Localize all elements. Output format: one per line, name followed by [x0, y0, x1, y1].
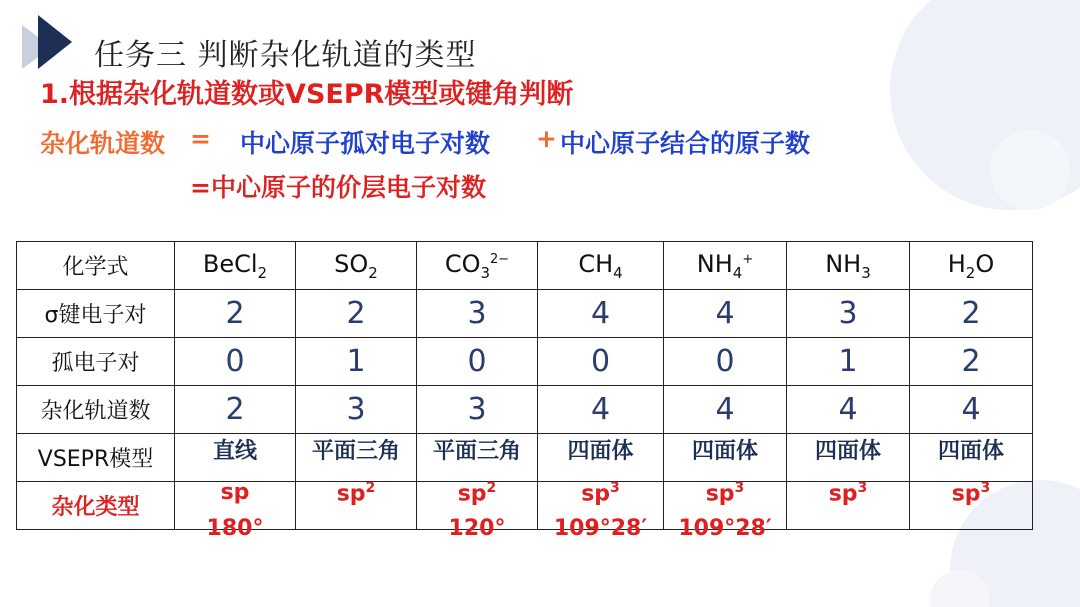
- chemical-formula: [696, 249, 754, 282]
- row-header: VSEPR模型: [17, 434, 175, 482]
- table-cell: [787, 290, 910, 338]
- formula-equals: =: [190, 124, 211, 153]
- hybridization-type: [787, 480, 909, 506]
- cell-value: 4: [715, 392, 735, 427]
- cell-value: 2: [346, 296, 366, 331]
- table-cell: [787, 242, 910, 290]
- formula-subscript: 2: [965, 263, 976, 282]
- table-cell: [787, 434, 910, 482]
- table-cell: [175, 338, 296, 386]
- formula-base: SO: [334, 249, 369, 278]
- table-row: [17, 482, 1033, 530]
- hybridization-superscript: 3: [980, 480, 991, 496]
- hybridization-base: sp: [220, 480, 250, 505]
- table-cell: [664, 290, 787, 338]
- table-cell: [417, 242, 538, 290]
- table-cell: [538, 434, 664, 482]
- hybridization-type: [910, 480, 1032, 506]
- table-cell: [787, 482, 910, 530]
- chemical-formula: [578, 249, 623, 282]
- table-cell: [296, 482, 417, 530]
- table-cell: [664, 338, 787, 386]
- cell-value: 4: [590, 392, 611, 427]
- chemical-formula: [334, 249, 378, 282]
- formula-label: 杂化轨道数: [40, 129, 166, 158]
- formula-subscript: 4: [732, 263, 743, 282]
- cell-value: 1: [346, 344, 366, 379]
- table-cell: [910, 242, 1033, 290]
- vsepr-model: 四面体: [691, 439, 758, 464]
- row-header: σ键电子对: [17, 290, 175, 338]
- cell-value: 4: [715, 296, 735, 331]
- table-cell: [538, 290, 664, 338]
- table-cell: [175, 290, 296, 338]
- table-cell: [538, 242, 664, 290]
- cell-value: 2: [961, 296, 981, 331]
- hybridization-type: [175, 480, 295, 505]
- table-cell: [910, 338, 1033, 386]
- table-cell: [910, 290, 1033, 338]
- hybridization-base: sp: [581, 481, 611, 507]
- chemical-formula: [444, 249, 510, 282]
- vsepr-model: 四面体: [937, 439, 1004, 464]
- table-cell: [787, 338, 910, 386]
- table-cell: [296, 434, 417, 482]
- table-cell: [417, 480, 538, 541]
- table-cell: [175, 434, 296, 482]
- cell-value: 4: [961, 392, 981, 427]
- hybridization-type: [417, 480, 537, 506]
- formula-line-2: =中心原子的价层电子对数: [190, 173, 486, 202]
- bond-angle: 109°28′: [678, 516, 772, 541]
- vsepr-model: 平面三角: [311, 439, 400, 464]
- formula-subscript: 3: [861, 263, 871, 282]
- table-cell: [787, 386, 910, 434]
- formula-subscript: 2: [368, 263, 378, 282]
- formula-base: NH: [825, 249, 862, 278]
- formula-plus: +: [536, 124, 557, 153]
- table-cell: [417, 338, 538, 386]
- cell-value: 0: [590, 344, 611, 379]
- table-cell: [664, 434, 787, 482]
- cell-value: 1: [838, 344, 858, 379]
- vsepr-model: 四面体: [814, 439, 881, 464]
- table-row: [17, 290, 1033, 338]
- bond-angle: 120°: [448, 516, 506, 541]
- table-cell: [296, 242, 417, 290]
- table-cell: [538, 480, 664, 541]
- formula-base: NH: [696, 249, 733, 278]
- formula-base: CO: [444, 249, 481, 278]
- row-header: 杂化轨道数: [17, 386, 175, 434]
- formula-base: CH: [578, 249, 614, 278]
- cell-value: 3: [838, 296, 858, 331]
- table-row: [17, 386, 1033, 434]
- table-cell: [538, 338, 664, 386]
- formula-subscript: 2: [257, 263, 268, 282]
- hybridization-superscript: 2: [486, 480, 497, 496]
- table-cell: [296, 338, 417, 386]
- table-cell: [664, 480, 787, 541]
- table-cell: [417, 290, 538, 338]
- table-row: [17, 434, 1033, 482]
- formula-subscript: 3: [480, 263, 491, 282]
- chevron-icon: [38, 15, 72, 69]
- cell-value: 4: [590, 296, 611, 331]
- formula-base: BeCl: [202, 249, 258, 278]
- hybridization-superscript: 3: [857, 480, 868, 496]
- table-cell: [296, 386, 417, 434]
- table-row: [17, 338, 1033, 386]
- hybridization-base: sp: [457, 481, 487, 507]
- table-cell: [175, 480, 296, 541]
- vsepr-model: 平面三角: [432, 439, 521, 464]
- cell-value: 0: [715, 344, 735, 379]
- formula-part-a: 中心原子孤对电子对数: [240, 129, 491, 158]
- chemical-formula: [202, 249, 268, 282]
- chemical-formula: [825, 249, 871, 282]
- cell-value: 2: [225, 392, 245, 427]
- hybridization-base: sp: [951, 481, 981, 507]
- formula-subscript: 4: [613, 263, 623, 282]
- cell-value: 2: [961, 344, 981, 379]
- table-cell: [910, 386, 1033, 434]
- cell-value: 3: [467, 392, 487, 427]
- slide-subtitle: 1.根据杂化轨道数或VSEPR模型或键角判断: [40, 79, 574, 110]
- hybridization-base: sp: [828, 481, 858, 507]
- table-cell: [910, 482, 1033, 530]
- bond-angle: 180°: [206, 516, 264, 541]
- hybridization-superscript: 2: [365, 480, 376, 496]
- formula-post: O: [975, 249, 995, 278]
- table-cell: [664, 242, 787, 290]
- hybridization-superscript: 3: [610, 480, 620, 496]
- hybridization-type: [538, 480, 663, 506]
- formula-superscript: 2−: [490, 251, 510, 267]
- cell-value: 3: [467, 296, 487, 331]
- hybridization-base: sp: [336, 481, 366, 507]
- hybridization-type: [664, 480, 786, 506]
- table-cell: [664, 386, 787, 434]
- table-row: [17, 242, 1033, 290]
- formula-part-b: 中心原子结合的原子数: [560, 129, 811, 158]
- hybridization-base: sp: [705, 481, 735, 507]
- row-header: 化学式: [17, 242, 175, 290]
- row-header: 孤电子对: [17, 338, 175, 386]
- hybridization-table: [16, 241, 1033, 541]
- table-cell: [175, 242, 296, 290]
- hybridization-type: [296, 480, 416, 506]
- table-cell: [538, 386, 664, 434]
- chemical-formula: [947, 249, 995, 282]
- cell-value: 0: [225, 344, 245, 379]
- formula-base: H: [947, 249, 966, 278]
- cell-value: 2: [225, 296, 245, 331]
- table-cell: [417, 386, 538, 434]
- cell-value: 0: [467, 344, 487, 379]
- vsepr-model: 四面体: [567, 439, 634, 464]
- formula-superscript: +: [742, 251, 754, 267]
- table-cell: [417, 434, 538, 482]
- cell-value: 4: [838, 392, 858, 427]
- table-cell: [175, 386, 296, 434]
- slide-title: 任务三 判断杂化轨道的类型: [94, 38, 477, 73]
- table-cell: [296, 290, 417, 338]
- cell-value: 3: [346, 392, 366, 427]
- hybridization-superscript: 3: [734, 480, 745, 496]
- table-cell: [910, 434, 1033, 482]
- row-header: 杂化类型: [17, 482, 175, 530]
- vsepr-model: 直线: [212, 439, 257, 464]
- bond-angle: 109°28′: [553, 516, 648, 541]
